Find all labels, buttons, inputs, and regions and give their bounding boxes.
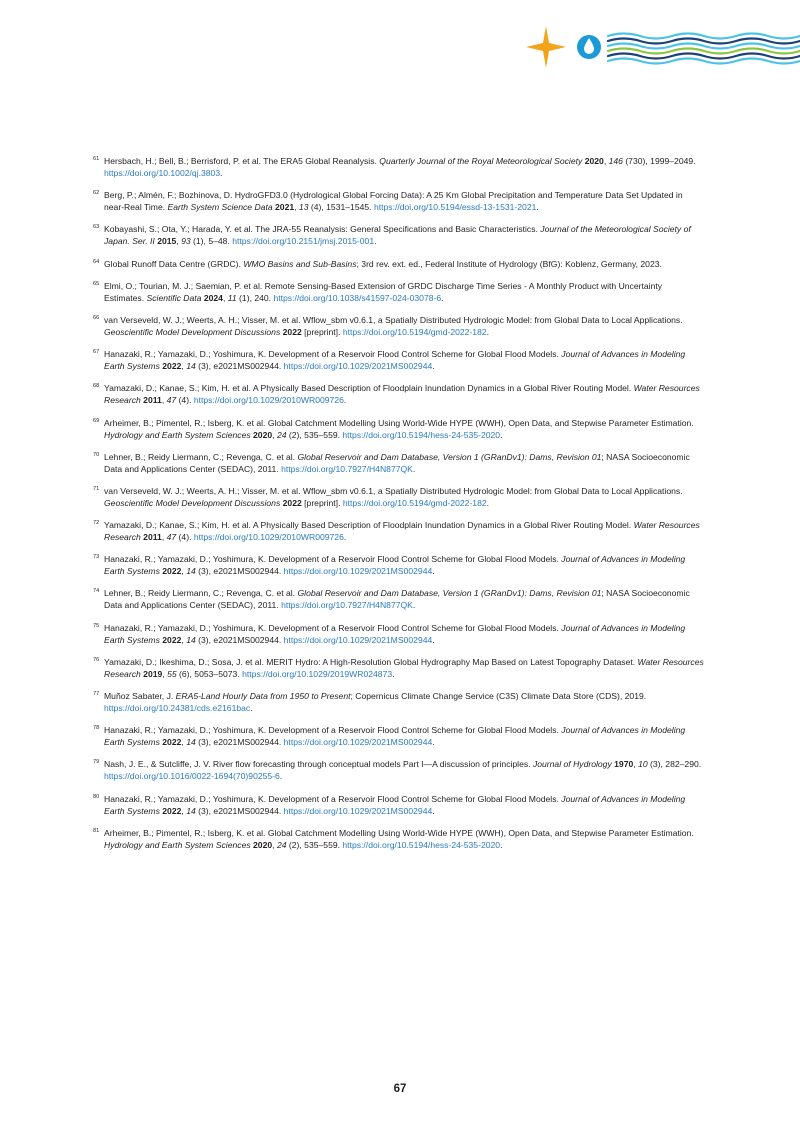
reference-text: (3), e2021MS002944. [195,805,284,816]
reference-number: 78 [93,725,100,732]
reference-text: , [272,839,277,850]
reference-text: Arheimer, B.; Pimentel, R.; Isberg, K. et al. Global Catchment Modelling Using World-Wide HYPE (WWH), Open Data, and Stepwise Parameter Estimation. [104,417,694,428]
reference-item [93,348,704,372]
reference-text: ; NASA Socioeconomic Data and Applications Center (SEDAC), 2011. [104,451,690,474]
header-logo-graphic [520,22,800,74]
reference-text: (3), e2021MS002944. [195,634,284,645]
reference-text: (4), 1531–1545. [308,202,374,213]
reference-italic-text: ERA5-Land Hourly Data from 1950 to Present [175,691,351,701]
reference-text: , [161,395,167,406]
reference-italic-text: Quarterly Journal of the Royal Meteorological Society [379,156,583,166]
reference-number: 66 [93,314,100,321]
reference-doi-link[interactable]: https://doi.org/10.1002/qj.3803 [104,168,221,178]
reference-text: Muñoz Sabater, J. [104,691,176,701]
reference-year: 2011 [143,532,162,543]
reference-item [93,223,704,247]
reference-text: . [432,361,435,372]
reference-doi-link[interactable]: https://doi.org/10.5194/hess-24-535-2020 [342,839,501,850]
reference-text: (1), 5–48. [190,236,233,247]
reference-text: . [441,292,444,303]
reference-doi-link[interactable]: https://doi.org/10.1016/0022-1694(70)90255-6 [104,771,280,782]
reference-italic-text: 146 [608,156,623,166]
reference-italic-text: Geoscientific Model Development Discussions [104,497,281,508]
reference-text: . [486,326,490,337]
reference-italic-text: Water Resources Research [104,520,700,543]
reference-doi-link[interactable]: https://doi.org/10.5194/hess-24-535-2020 [342,429,501,440]
reference-italic-text: 47 [166,395,177,406]
reference-text: Hanazaki, R.; Yamazaki, D.; Yoshimura, K. Development of a Reservoir Flood Control Scheme for Global Flood Models. [104,725,562,736]
reference-number: 77 [93,691,100,697]
reference-number: 76 [93,656,100,663]
reference-item [93,656,704,680]
reference-text: . [392,668,395,679]
reference-text: , [181,805,187,816]
reference-text: , [181,566,187,577]
reference-number: 79 [93,759,100,766]
reference-text: . [500,429,503,440]
reference-text: , [181,361,187,372]
reference-number: 75 [93,622,100,629]
reference-text: (3), e2021MS002944. [195,737,284,748]
reference-text: , [294,202,299,213]
reference-italic-text: 93 [181,236,191,247]
reference-italic-text: Earth System Science Data [167,202,273,213]
reference-year: 2022 [162,361,182,372]
reference-italic-text: 10 [638,759,648,770]
reference-text: Global Runoff Data Centre (GRDC). [104,258,244,269]
reference-item [93,622,704,646]
water-drop-icon [577,35,601,59]
star-icon [526,26,566,68]
reference-italic-text: Journal of Advances in Modeling Earth Systems [104,622,686,645]
reference-item [93,519,704,543]
reference-text: (2), 535–559. [286,429,343,440]
reference-year: 2020 [584,156,604,166]
reference-text: (3), e2021MS002944. [195,566,284,577]
reference-number: 80 [93,793,100,800]
reference-number: 64 [93,258,100,265]
reference-text: (730), 1999–2049. [622,156,696,166]
reference-italic-text: 14 [186,737,196,748]
reference-doi-link[interactable]: https://doi.org/10.1029/2021MS002944 [283,737,433,748]
reference-italic-text: Global Reservoir and Dam Database, Version 1 (GRanDv1): Dams, Revision 01 [297,451,602,462]
reference-year: 2020 [253,839,273,850]
reference-text: [preprint]. [301,326,343,337]
reference-italic-text: 24 [276,839,287,850]
header-logo [520,22,800,74]
reference-text: Elmi, O.; Tourian, M. J.; Saemian, P. et al. Remote Sensing-Based Extension of GRDC Discharge Time Series - A Monthly Product with Uncertainty Estimates. [104,280,663,303]
reference-italic-text: Water Resources Research [104,383,700,406]
reference-text: , [181,737,187,748]
reference-item [93,690,704,714]
reference-text: . [220,168,223,178]
reference-italic-text: Geoscientific Model Development Discussions [104,326,281,337]
reference-number: 70 [93,451,100,458]
page-number: 67 [393,1083,407,1095]
reference-text: . [374,236,377,247]
reference-number: 69 [93,417,100,424]
reference-year: 2011 [143,395,162,406]
reference-item [93,155,704,179]
reference-text: . [412,600,416,611]
reference-text: [preprint]. [301,497,343,508]
reference-number: 72 [93,520,100,527]
reference-doi-link[interactable]: https://doi.org/10.1029/2010WR009726 [193,532,344,543]
reference-doi-link[interactable]: https://doi.org/10.5194/gmd-2022-182 [342,326,487,337]
reference-text: van Verseveld, W. J.; Weerts, A. H.; Visser, M. et al. Wflow_sbm v0.6.1, a Spatially Distributed Hydrologic Model: from Global Data to Local Applications. [104,314,683,325]
reference-italic-text: Journal of Advances in Modeling Earth Systems [104,554,686,577]
reference-number: 81 [93,827,100,834]
reference-text: Lehner, B.; Reidy Liermann, C.; Revenga, C. et al. [104,588,298,599]
reference-text: Hersbach, H.; Bell, B.; Berrisford, P. et al. The ERA5 Global Reanalysis. [104,156,380,166]
reference-italic-text: 13 [298,202,309,213]
reference-text: ; Copernicus Climate Change Service (C3S) Climate Data Store (CDS), 2019. [350,691,647,701]
reference-text: , [633,759,639,770]
reference-italic-text: 47 [166,532,177,543]
reference-italic-text: WMO Basins and Sub-Basins [243,258,357,269]
reference-text: , [176,236,182,247]
reference-number: 65 [93,280,100,287]
reference-year: 2022 [162,805,182,816]
reference-italic-text: Hydrology and Earth System Sciences [104,839,251,850]
reference-item [93,793,704,817]
reference-text: . [432,566,435,577]
reference-italic-text: Journal of the Meteorological Society of Japan. Ser. II [104,224,691,247]
reference-item [93,485,704,509]
reference-italic-text: 55 [167,668,177,679]
reference-item [93,553,704,577]
reference-text: Hanazaki, R.; Yamazaki, D.; Yoshimura, K. Development of a Reservoir Flood Control Scheme for Global Flood Models. [104,793,562,804]
reference-number: 67 [93,349,100,356]
reference-text: (2), 535–559. [286,839,343,850]
reference-year: 2024 [203,292,223,303]
reference-text: , [162,668,168,679]
reference-doi-link[interactable]: https://doi.org/10.1029/2021MS002944 [283,805,433,816]
reference-text: (6), 5053–5073. [176,668,243,679]
reference-item [93,587,704,611]
reference-text: (3), e2021MS002944. [195,361,284,372]
reference-text: (1), 240. [236,292,274,303]
reference-text: , [181,634,187,645]
reference-number: 74 [93,588,100,595]
reference-text: . [500,839,503,850]
reference-text: Kobayashi, S.; Ota, Y.; Harada, Y. et al. The JRA-55 Reanalysis: General Specifications and Basic Characteristics. [104,224,541,235]
reference-text: Nash, J. E., & Sutcliffe, J. V. River flow forecasting through conceptual models Part I—A discussion of principles. [104,759,533,770]
reference-year: 2022 [282,326,302,337]
waves-icon [608,34,800,64]
reference-italic-text: Global Reservoir and Dam Database, Version 1 (GRanDv1): Dams, Revision 01 [297,588,602,599]
reference-italic-text: 24 [276,429,287,440]
reference-item [93,417,704,441]
reference-text: , [603,156,609,166]
reference-item [93,758,704,782]
reference-doi-link[interactable]: https://doi.org/10.1029/2019WR024873 [242,668,393,679]
reference-italic-text: Water Resources Research [104,656,704,679]
reference-text: , [161,532,167,543]
reference-year: 2021 [275,202,295,213]
reference-text: (4). [176,532,194,543]
reference-year: 2020 [253,429,273,440]
reference-doi-link[interactable]: https://doi.org/10.1029/2010WR009726 [193,395,344,406]
reference-italic-text: 14 [186,566,196,577]
reference-list [93,155,704,861]
reference-item [93,280,704,304]
reference-text: . [279,771,283,782]
reference-text: Hanazaki, R.; Yamazaki, D.; Yoshimura, K. Development of a Reservoir Flood Control Scheme for Global Flood Models. [104,554,562,565]
reference-doi-link[interactable]: https://doi.org/10.1038/s41597-024-03078-6 [273,292,442,303]
reference-item [93,724,704,748]
reference-item [93,451,704,475]
reference-italic-text: Journal of Advances in Modeling Earth Systems [104,725,686,748]
reference-italic-text: Journal of Advances in Modeling Earth Systems [104,349,686,372]
reference-text: , [222,292,228,303]
reference-year: 2022 [162,566,182,577]
reference-text: . [486,497,490,508]
reference-number: 63 [93,224,100,231]
reference-text: . [432,805,435,816]
reference-text: . [250,703,253,713]
reference-year: 2022 [162,737,182,748]
reference-text: . [536,202,539,213]
reference-text: . [432,634,435,645]
reference-italic-text: Scientific Data [146,292,202,303]
reference-year: 2019 [143,668,163,679]
reference-text: Berg, P.; Almén, F.; Bozhinova, D. HydroGFD3.0 (Hydrological Global Forcing Data): A 25 Km Global Precipitation and Temperature Data Set Updated in near-Real Time. [104,190,683,213]
reference-italic-text: Hydrology and Earth System Sciences [104,429,251,440]
reference-text: . [343,395,347,406]
reference-number: 73 [93,554,100,561]
reference-text: Yamazaki, D.; Kanae, S.; Kim, H. et al. A Physically Based Description of Floodplain Inundation Dynamics in a Global River Routing Model. [104,383,634,394]
reference-italic-text: 14 [186,361,196,372]
reference-doi-link[interactable]: https://doi.org/10.24381/cds.e2161bac [104,703,251,713]
reference-text: ; NASA Socioeconomic Data and Applications Center (SEDAC), 2011. [104,588,690,611]
reference-year: 2022 [282,497,302,508]
reference-text: van Verseveld, W. J.; Weerts, A. H.; Visser, M. et al. Wflow_sbm v0.6.1, a Spatially Distributed Hydrologic Model: from Global Data to Local Applications. [104,485,683,496]
reference-number: 62 [93,190,100,197]
reference-text: Lehner, B.; Reidy Liermann, C.; Revenga, C. et al. [104,451,298,462]
reference-doi-link[interactable]: https://doi.org/10.7927/H4N877QK [281,600,413,611]
reference-text: ; 3rd rev. ext. ed., Federal Institute of Hydrology (BfG): Koblenz, Germany, 2023. [356,258,662,269]
reference-text: (4). [176,395,194,406]
reference-item [93,827,704,851]
reference-italic-text: 14 [186,634,196,645]
reference-text: (3), 282–290. [647,759,702,770]
reference-number: 61 [93,156,100,162]
reference-doi-link[interactable]: https://doi.org/10.1029/2021MS002944 [283,361,433,372]
reference-item [93,382,704,406]
reference-text: Arheimer, B.; Pimentel, R.; Isberg, K. et al. Global Catchment Modelling Using World-Wide HYPE (WWH), Open Data, and Stepwise Parameter Estimation. [104,827,694,838]
reference-year: 2015 [157,236,177,247]
reference-item [93,189,704,213]
reference-italic-text: 14 [186,805,196,816]
reference-text: Yamazaki, D.; Ikeshima, D.; Sosa, J. et al. MERIT Hydro: A High-Resolution Global Hydrography Map Based on Latest Topography Dataset. [104,656,638,667]
reference-year: 2022 [162,634,182,645]
reference-doi-link[interactable]: https://doi.org/10.5194/essd-13-1531-2021 [373,202,537,213]
reference-text: . [432,737,435,748]
reference-item [93,314,704,338]
reference-text: . [412,463,416,474]
reference-item [93,258,704,270]
reference-italic-text: 11 [227,292,237,303]
reference-text: . [343,532,347,543]
reference-text: Hanazaki, R.; Yamazaki, D.; Yoshimura, K. Development of a Reservoir Flood Control Scheme for Global Flood Models. [104,622,562,633]
reference-doi-link[interactable]: https://doi.org/10.1029/2021MS002944 [283,566,433,577]
reference-doi-link[interactable]: https://doi.org/10.5194/gmd-2022-182 [342,497,487,508]
reference-number: 68 [93,383,100,390]
reference-text: Hanazaki, R.; Yamazaki, D.; Yoshimura, K. Development of a Reservoir Flood Control Scheme for Global Flood Models. [104,349,562,360]
reference-text: Yamazaki, D.; Kanae, S.; Kim, H. et al. A Physically Based Description of Floodplain Inundation Dynamics in a Global River Routing Model. [104,520,634,531]
reference-italic-text: Journal of Advances in Modeling Earth Systems [104,793,686,816]
reference-doi-link[interactable]: https://doi.org/10.7927/H4N877QK [281,463,413,474]
reference-text: , [272,429,277,440]
reference-number: 71 [93,485,100,492]
reference-doi-link[interactable]: https://doi.org/10.2151/jmsj.2015-001 [232,236,375,247]
reference-year: 1970 [614,759,634,770]
reference-italic-text: Journal of Hydrology [532,759,612,770]
reference-doi-link[interactable]: https://doi.org/10.1029/2021MS002944 [283,634,433,645]
